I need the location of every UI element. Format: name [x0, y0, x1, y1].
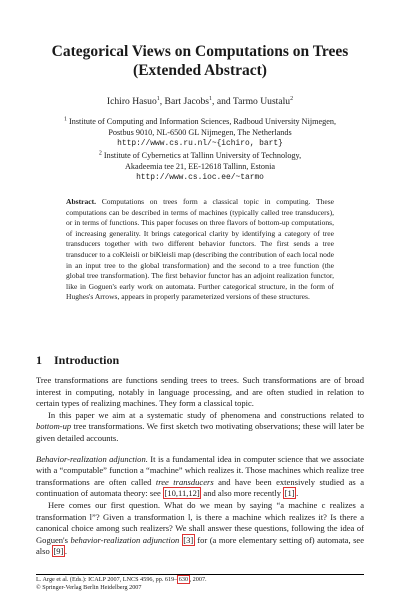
- citation-link[interactable]: [3]: [183, 534, 194, 545]
- text-run: Here comes our first question. What do we mean by saying “a machine c realizes a transformation l”? Given a transformation l, is there a machine which realizes it? Is there a canonical choice among such realizers? We shall answer these questions, following the idea of Goguen's: [36, 499, 364, 545]
- text-run: for (a more elementary setting of) automata, see also: [36, 534, 365, 557]
- abstract-text: Computations on trees form a classical topic in computing. These computations can be described in terms of machines (typically called tree transducers), or in terms of functions. This paper focuses on three flavors of bottom-up computations, of increasing generality. It brings categorical clarity by identifying a category of tree transducers together with two different behavior functors. The first sends a tree transducer to a coKleisli or biKleisli map (describing the contribution of each local node in an input tree to the global transformation) and the second to a tree function (the global tree transformation). The first behavior functor has an adjoint realization functor, like in Goguen's early work on automata. Further categorical structure, in the form of Hughes's Arrows, appears in properly parameterized versions of these structures.: [66, 197, 334, 302]
- author-affil-mark: 1: [209, 95, 213, 102]
- section-heading: [36, 353, 119, 368]
- title-line-1: Categorical Views on Computations on Trees: [51, 43, 349, 60]
- author-list: [40, 96, 360, 107]
- author-affil-mark: 2: [290, 95, 294, 102]
- paragraph-heading: Behavior-realization adjunction.: [36, 453, 148, 464]
- author-name: Bart Jacobs: [164, 96, 210, 107]
- paper-title: [40, 42, 360, 80]
- text-run: L. Arge et al. (Eds.): ICALP 2007, LNCS 4596, pp. 619–: [36, 576, 178, 583]
- affiliations: [30, 116, 370, 183]
- citation-link[interactable]: [9]: [53, 546, 64, 557]
- paragraph: [36, 500, 364, 558]
- text-run: In this paper we aim at a systematic study of phenomena and constructions related to: [48, 409, 364, 420]
- emphasis: behavior-realization adjunction: [70, 534, 180, 545]
- footer-citation: [36, 576, 207, 592]
- affiliation-text: Institute of Computing and Information Sciences, Radboud University Nijmegen,: [69, 117, 336, 126]
- affiliation-address: Postbus 9010, NL-6500 GL Nijmegen, The Netherlands: [108, 128, 292, 138]
- text-run: It is a fundamental idea in computer science that we associate with a “computable” function a “machine” which realizes it. Those machines which realize tree transformations are often called: [36, 453, 364, 487]
- affiliation-text: Institute of Cybernetics at Tallinn University of Technology,: [103, 150, 302, 160]
- emphasis: bottom-up: [36, 421, 72, 432]
- abstract-label: Abstract.: [66, 197, 96, 206]
- affil-mark: 1: [63, 116, 67, 123]
- paragraph: Tree transformations are functions sending trees to trees. Such transformations are of broad interest in computing, notably in language processing, and are often studied in relation to certain types of realizing machines. They form a classical topic.: [36, 375, 364, 409]
- affiliation-line: [30, 116, 370, 127]
- text-run: .: [296, 488, 299, 499]
- title-line-2: (Extended Abstract): [133, 62, 267, 79]
- footer-line: [36, 576, 207, 584]
- text-run: and also more recently: [201, 488, 284, 499]
- author-affil-mark: 1: [156, 95, 160, 102]
- affiliation-address: Akadeemia tee 21, EE-12618 Tallinn, Estonia: [124, 161, 276, 171]
- copyright-line: © Springer-Verlag Berlin Heidelberg 2007: [36, 584, 142, 592]
- affiliation-url[interactable]: http://www.cs.ioc.ee/~tarmo: [136, 173, 264, 183]
- author-separator: , and: [212, 96, 233, 107]
- emphasis: tree transducers: [155, 476, 214, 487]
- author-separator: ,: [159, 96, 165, 107]
- citation-link[interactable]: [10,11,12]: [164, 488, 200, 499]
- text-run: .: [64, 546, 68, 557]
- citation-link[interactable]: [1]: [284, 488, 295, 499]
- page-range-link[interactable]: 630: [178, 576, 189, 583]
- section-number: 1: [36, 353, 42, 367]
- footer-rule: [36, 574, 364, 575]
- section-title: Introduction: [54, 353, 120, 367]
- body-text: [36, 375, 364, 558]
- author-name: Ichiro Hasuo: [106, 96, 157, 107]
- paragraph: [36, 454, 364, 500]
- text-run: , 2007.: [189, 576, 207, 583]
- text-run: tree transformations. We first sketch two motivating observations; these will later be given detailed accounts.: [36, 421, 364, 443]
- affil-mark: 2: [98, 149, 102, 156]
- affiliation-line: [30, 150, 370, 161]
- author-name: Tarmo Uustalu: [232, 96, 291, 107]
- affiliation-url[interactable]: http://www.cs.ru.nl/~{ichiro, bart}: [117, 139, 283, 149]
- text-run: and have been extensively studied as a continuation of automata theory: see: [36, 476, 365, 499]
- paragraph: [36, 410, 364, 445]
- abstract: [66, 197, 334, 303]
